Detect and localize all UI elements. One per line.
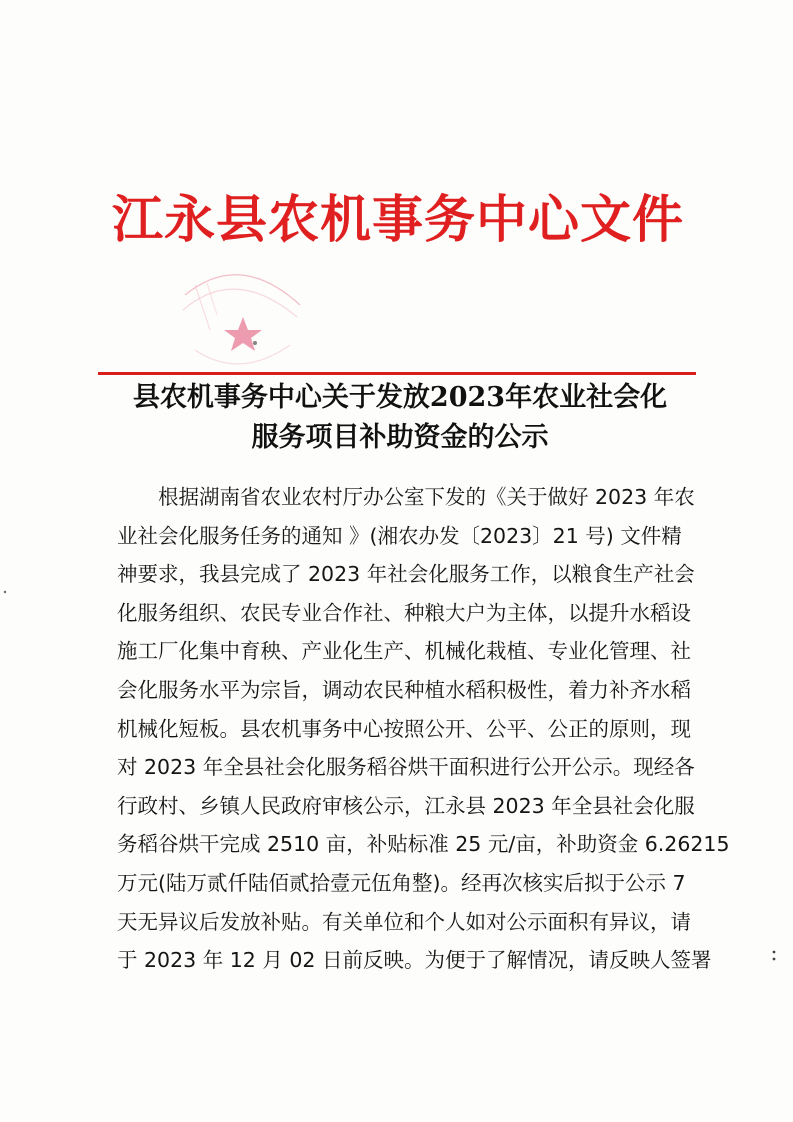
- scan-edge-mark-icon: [2, 585, 8, 599]
- document-header-title: 江永县农机事务中心文件: [111, 190, 684, 250]
- body-line: 于 2023 年 12 月 02 日前反映。为便于了解情况，请反映人签署: [117, 948, 712, 973]
- body-line: 会化服务水平为宗旨，调动农民种植水稻积极性，着力补齐水稻: [117, 677, 691, 702]
- official-seal-icon: [165, 255, 315, 385]
- body-line: 天无异议后发放补贴。有关单位和个人如对公示面积有异议，请: [117, 909, 691, 934]
- body-line: 机械化短板。县农机事务中心按照公开、公平、公正的原则，现: [117, 716, 691, 741]
- body-line: 对 2023 年全县社会化服务稻谷烘干面积进行公开公示。现经各: [117, 755, 695, 780]
- body-line: 神要求，我县完成了 2023 年社会化服务工作，以粮食生产社会: [117, 562, 695, 587]
- body-line: 行政村、乡镇人民政府审核公示，江永县 2023 年全县社会化服: [117, 793, 695, 818]
- notice-title-line-1: 县农机事务中心关于发放2023年农业社会化: [132, 382, 668, 413]
- body-line: 施工厂化集中育秧、产业化生产、机械化栽植、专业化管理、社: [117, 639, 691, 664]
- body-line: 化服务组织、农民专业合作社、种粮大户为主体，以提升水稻设: [117, 600, 691, 625]
- body-line: 务稻谷烘干完成 2510 亩，补贴标准 25 元/亩，补助资金 6.26215: [117, 832, 730, 857]
- header-separator-rule: [98, 372, 696, 375]
- body-line: 万元(陆万贰仟陆佰贰拾壹元伍角整)。经再次核实后拟于公示 7: [117, 870, 686, 895]
- notice-title: [100, 378, 700, 458]
- body-line: 业社会化服务任务的通知 》(湘农办发〔2023〕21 号) 文件精: [117, 523, 682, 548]
- notice-body: [117, 478, 730, 980]
- body-line: 根据湖南省农业农村厅办公室下发的《关于做好 2023 年农: [158, 485, 695, 509]
- scan-edge-mark-icon: [770, 948, 778, 964]
- notice-title-line-2: 服务项目补助资金的公示: [251, 422, 549, 453]
